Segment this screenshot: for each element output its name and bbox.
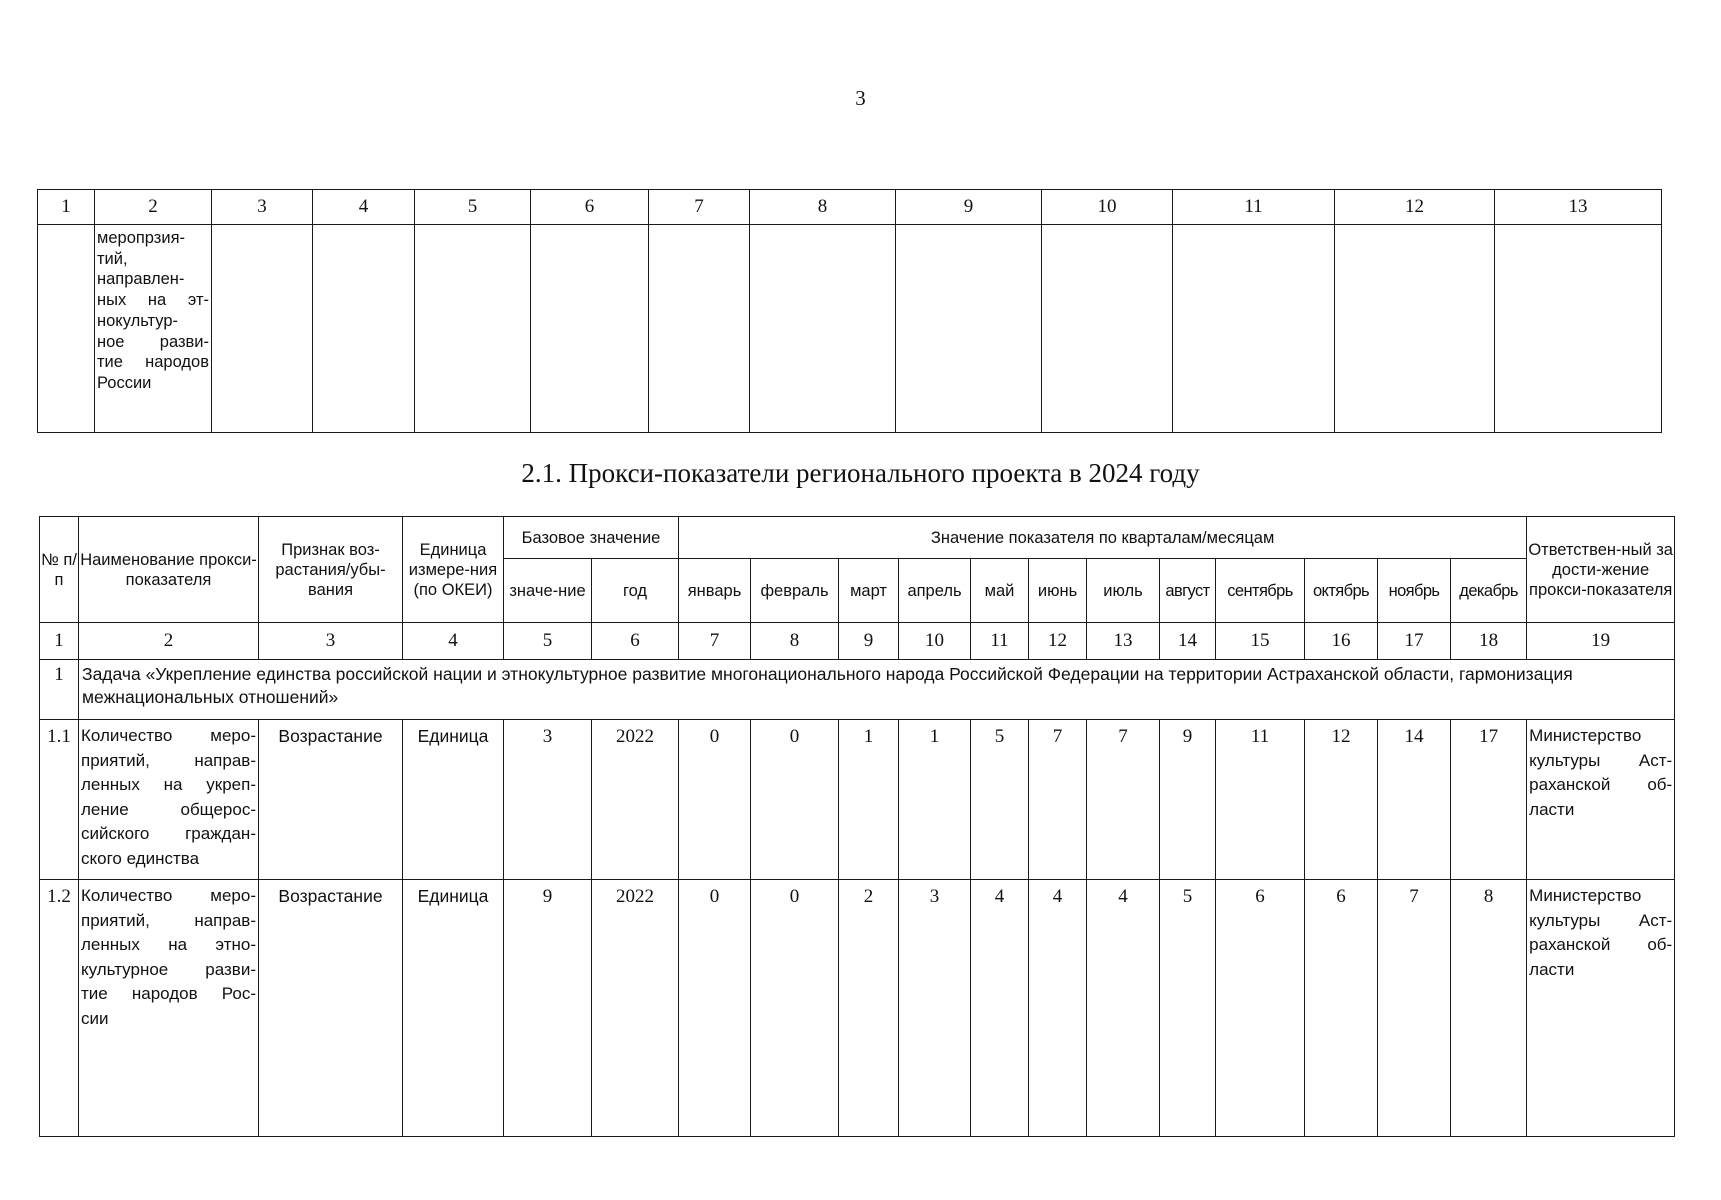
column-number: 2	[95, 190, 212, 225]
text-line: культурное разви-	[81, 959, 256, 979]
text-line: тий,	[97, 249, 128, 268]
text-line: приятий, направ-	[81, 910, 256, 930]
column-number: 11	[971, 623, 1029, 660]
indicator-name	[79, 880, 259, 1137]
text-line: направлен-	[97, 270, 185, 289]
text-line: Количество меро-	[81, 886, 256, 905]
task-row	[40, 660, 1675, 720]
table-cell	[750, 225, 896, 433]
table-cell	[531, 225, 649, 433]
column-number: 11	[1173, 190, 1335, 225]
section-title: 2.1. Прокси-показатели регионального проекта в 2024 году	[521, 458, 1200, 488]
column-number: 12	[1335, 190, 1495, 225]
text-line: приятий, направ-	[81, 750, 256, 770]
header-month: март	[839, 559, 899, 623]
text-line: ласти	[1529, 959, 1575, 979]
unit-cell: Единица	[403, 880, 504, 1137]
text-line: культуры Аст-	[1529, 750, 1673, 770]
column-number: 15	[1216, 623, 1305, 660]
month-value-cell: 5	[1160, 880, 1216, 1137]
column-number: 8	[751, 623, 839, 660]
base-year-cell: 2022	[592, 720, 679, 880]
column-number: 3	[212, 190, 313, 225]
column-number: 6	[592, 623, 679, 660]
column-number: 13	[1495, 190, 1662, 225]
column-number: 6	[531, 190, 649, 225]
column-number: 9	[896, 190, 1042, 225]
text-line: нокультур-	[97, 311, 178, 330]
month-value-cell: 7	[1378, 880, 1451, 1137]
header-month: май	[971, 559, 1029, 623]
base-year-cell: 2022	[592, 880, 679, 1137]
task-number: 1	[40, 660, 79, 720]
text-line: раханской об-	[1529, 935, 1673, 955]
month-value-cell: 4	[1029, 880, 1087, 1137]
month-value-cell: 0	[679, 720, 751, 880]
header-month: июнь	[1029, 559, 1087, 623]
table-cell	[38, 225, 95, 433]
column-number: 4	[313, 190, 415, 225]
table-row	[40, 720, 1675, 880]
month-value-cell: 3	[899, 880, 971, 1137]
month-value-cell: 9	[1160, 720, 1216, 880]
text-line: культуры Аст-	[1529, 910, 1673, 930]
header-period-group: Значение показателя по кварталам/месяцам	[679, 517, 1527, 559]
text-line: сии	[81, 1008, 109, 1028]
column-number: 10	[899, 623, 971, 660]
column-number: 1	[40, 623, 79, 660]
header-month: сентябрь	[1216, 559, 1305, 623]
month-value-cell: 6	[1216, 880, 1305, 1137]
header-month: апрель	[899, 559, 971, 623]
text-line: Министерство	[1529, 726, 1642, 745]
table-cell	[313, 225, 415, 433]
month-value-cell: 7	[1029, 720, 1087, 880]
table-cell	[1335, 225, 1495, 433]
continuation-row	[38, 225, 1662, 433]
month-value-cell: 6	[1305, 880, 1378, 1137]
column-number: 12	[1029, 623, 1087, 660]
text-line: Количество меро-	[81, 726, 256, 745]
month-value-cell: 14	[1378, 720, 1451, 880]
base-value-cell: 9	[504, 880, 592, 1137]
column-number: 7	[649, 190, 750, 225]
header-base-value: значе-ние	[504, 559, 592, 623]
unit-cell: Единица	[403, 720, 504, 880]
table-row	[40, 880, 1675, 1137]
header-month: февраль	[751, 559, 839, 623]
row-number: 1.2	[40, 880, 79, 1137]
header-num: № п/п	[40, 517, 79, 623]
text-line: Министерство	[1529, 886, 1642, 905]
text-line: сийского граждан-	[81, 824, 256, 844]
month-value-cell: 17	[1451, 720, 1527, 880]
month-value-cell: 5	[971, 720, 1029, 880]
column-number: 4	[403, 623, 504, 660]
month-value-cell: 8	[1451, 880, 1527, 1137]
column-number: 2	[79, 623, 259, 660]
column-number: 9	[839, 623, 899, 660]
task-text: Задача «Укрепление единства российской нации и этнокультурное развитие многонационального народа Российской Федерации на территории Астраханской области, гармонизация межнациональных отношений»	[79, 660, 1675, 720]
column-number: 14	[1160, 623, 1216, 660]
header-base-group: Базовое значение	[504, 517, 679, 559]
column-number: 13	[1087, 623, 1160, 660]
table-cell	[1495, 225, 1662, 433]
header-row	[40, 517, 1675, 559]
table-cell	[212, 225, 313, 433]
indicator-name-continuation	[95, 225, 212, 433]
month-value-cell: 12	[1305, 720, 1378, 880]
page-number: 3	[855, 86, 866, 110]
month-value-cell: 2	[839, 880, 899, 1137]
text-line: России	[97, 373, 152, 392]
month-value-cell: 4	[971, 880, 1029, 1137]
trend-cell: Возрастание	[259, 880, 403, 1137]
text-line: раханской об-	[1529, 775, 1673, 795]
table-cell	[1173, 225, 1335, 433]
column-number: 18	[1451, 623, 1527, 660]
text-line: ленных на этно-	[81, 935, 256, 955]
header-name: Наименование прокси-показателя	[79, 517, 259, 623]
header-month: декабрь	[1451, 559, 1527, 623]
column-number: 7	[679, 623, 751, 660]
column-number: 16	[1305, 623, 1378, 660]
header-month: июль	[1087, 559, 1160, 623]
header-base-year: год	[592, 559, 679, 623]
table-cell	[896, 225, 1042, 433]
column-number: 1	[38, 190, 95, 225]
row-number: 1.1	[40, 720, 79, 880]
header-month: ноябрь	[1378, 559, 1451, 623]
column-number: 5	[504, 623, 592, 660]
text-line: ное разви-	[97, 332, 209, 351]
month-value-cell: 0	[751, 880, 839, 1137]
month-value-cell: 1	[839, 720, 899, 880]
header-month: октябрь	[1305, 559, 1378, 623]
text-line: ласти	[1529, 799, 1575, 819]
month-value-cell: 0	[679, 880, 751, 1137]
continuation-table	[37, 189, 1662, 433]
header-month: август	[1160, 559, 1216, 623]
month-value-cell: 0	[751, 720, 839, 880]
indicator-name	[79, 720, 259, 880]
column-number: 10	[1042, 190, 1173, 225]
table-cell	[415, 225, 531, 433]
column-number: 8	[750, 190, 896, 225]
column-number: 17	[1378, 623, 1451, 660]
header-responsible: Ответствен-ный за дости-жение прокси-показателя	[1527, 517, 1675, 623]
trend-cell: Возрастание	[259, 720, 403, 880]
column-number: 5	[415, 190, 531, 225]
base-value-cell: 3	[504, 720, 592, 880]
month-value-cell: 4	[1087, 880, 1160, 1137]
header-month: январь	[679, 559, 751, 623]
responsible-cell	[1527, 720, 1675, 880]
column-number: 19	[1527, 623, 1675, 660]
header-unit: Единица измере-ния (по ОКЕИ)	[403, 517, 504, 623]
month-value-cell: 7	[1087, 720, 1160, 880]
text-line: ление общерос-	[81, 799, 256, 819]
text-line: меропрзия-	[97, 229, 186, 247]
table-cell	[649, 225, 750, 433]
table-cell	[1042, 225, 1173, 433]
text-line: ского единства	[81, 848, 200, 868]
responsible-cell	[1527, 880, 1675, 1137]
text-line: тие народов	[97, 353, 209, 372]
column-number-row	[40, 623, 1675, 660]
header-trend: Признак воз-растания/убы-вания	[259, 517, 403, 623]
month-value-cell: 11	[1216, 720, 1305, 880]
column-number: 3	[259, 623, 403, 660]
text-line: ленных на укреп-	[81, 775, 256, 795]
proxy-indicators-table	[39, 516, 1675, 1137]
month-value-cell: 1	[899, 720, 971, 880]
text-line: тие народов Рос-	[81, 984, 256, 1004]
text-line: ных на эт-	[97, 291, 209, 310]
column-number-row	[38, 190, 1662, 225]
